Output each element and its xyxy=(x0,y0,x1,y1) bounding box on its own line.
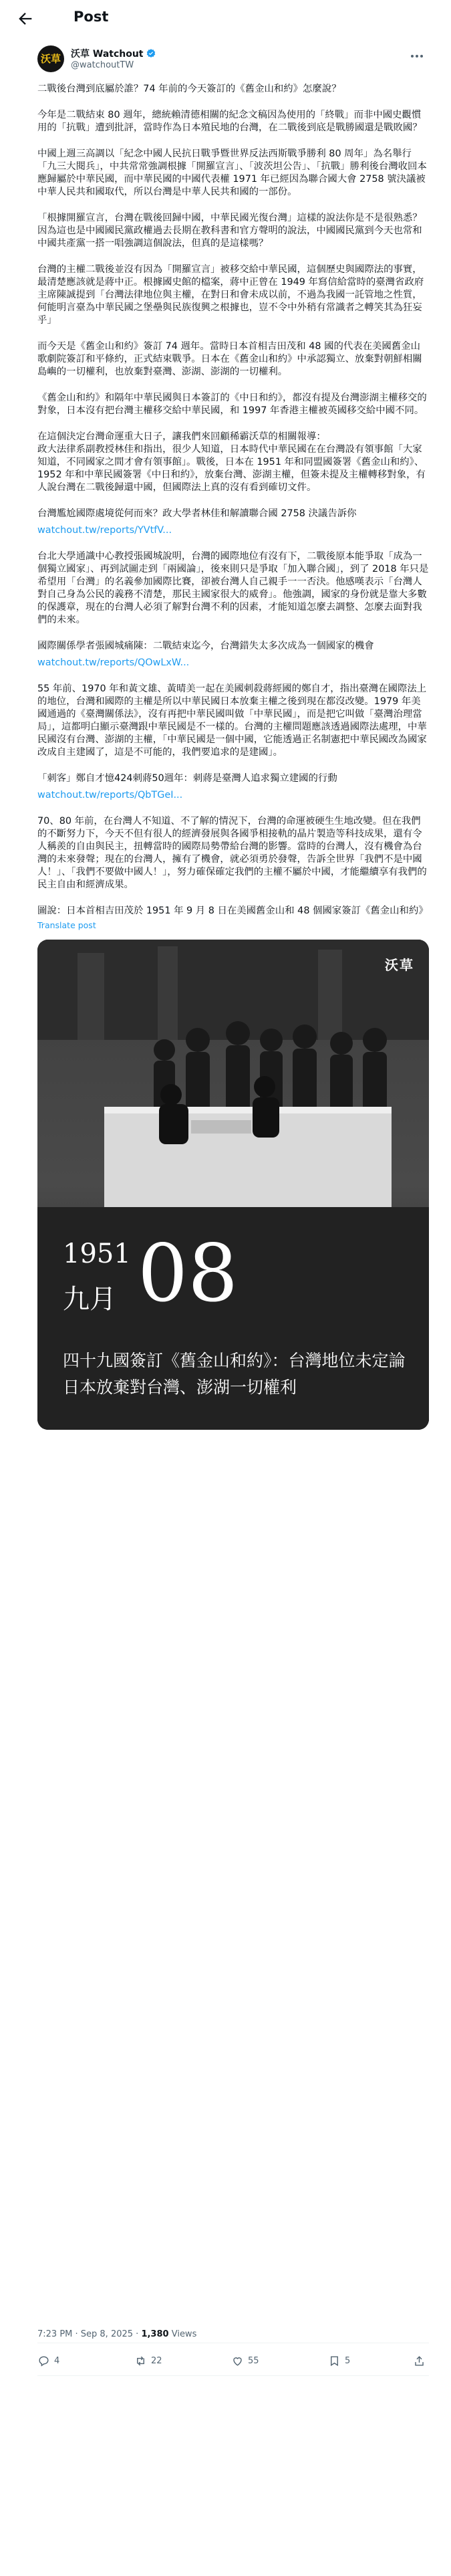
image-subheadline: 日本放棄對台灣、澎湖一切權利 xyxy=(63,1378,297,1397)
divider xyxy=(37,2375,429,2376)
watchout-logo: 沃草 xyxy=(385,957,414,973)
post-paragraph: 而今天是《舊金山和約》簽訂 74 週年。當時日本首相吉田茂和 48 國的代表在美國舊金山歌劇院簽訂和平條約，正式結束戰爭。日本在《舊金山和約》中承認獨立、放棄對朝鮮相關島嶼的一切權利，也放棄對臺灣、澎湖、澎湖的一切權利。 xyxy=(37,341,422,377)
author-handle[interactable]: @watchoutTW xyxy=(71,60,134,70)
page-title: Post xyxy=(73,9,109,25)
report-link[interactable]: watchout.tw/reports/YVtfV... xyxy=(37,525,172,536)
image-month: 九月 xyxy=(63,1284,116,1315)
verified-badge-icon xyxy=(146,48,156,59)
translate-post-link[interactable]: Translate post xyxy=(37,920,96,930)
post-paragraph: 國際關係學者張國城痛陳：二戰結束迄今，台灣錯失太多次成為一個國家的機會 xyxy=(37,641,374,651)
post-body xyxy=(37,83,429,1430)
post-paragraph: 「刺客」鄭自才憶424刺蔣50週年：刺蔣是臺灣人追求獨立建國的行動 xyxy=(37,773,337,784)
bookmark-count: 5 xyxy=(345,2355,351,2366)
post-time[interactable]: 7:23 PM · Sep 8, 2025 xyxy=(37,2329,134,2339)
views-label: Views xyxy=(171,2329,197,2339)
top-bar xyxy=(0,0,451,39)
post-paragraph: 70、80 年前，在台灣人不知道、不了解的情況下，台灣的命運被硬生生地改變。但在我們的不斷努力下，今天不但有很人的經濟發展與各國爭相接軌的晶片製造等科技成果，還有令人稱羨的自由與民主，扭轉當時的國際局勢帶給台灣的影響。當時的台灣人，沒有機會為台灣的未來發聲；現在的台灣人，擁有了機會，就必須勇於發聲，告訴全世界「我們不是中國人！」、「我們不要做中國人！」，努力確保確定我們的主權不屬於中國，才能繼續享有我們的民主自由和經濟成果。 xyxy=(37,816,427,890)
like-button[interactable] xyxy=(231,2347,259,2374)
reply-button[interactable] xyxy=(37,2347,59,2374)
report-link[interactable]: watchout.tw/reports/QOwLxW... xyxy=(37,657,190,668)
image-caption: 圖說：日本首相吉田茂於 1951 年 9 月 8 日在美國舊金山和 48 個國家簽訂《舊金山和約》 xyxy=(37,905,428,916)
bookmark-button[interactable] xyxy=(328,2347,350,2374)
post-paragraph: 台灣尷尬國際處境從何而來？政大學者林佳和解讀聯合國 2758 決議告訴你 xyxy=(37,508,357,519)
action-bar xyxy=(37,2347,429,2374)
back-arrow-icon[interactable] xyxy=(16,9,35,28)
post-paragraph: 台灣的主權二戰後並沒有因為「開羅宣言」被移交給中華民國，這個歷史與國際法的事實，最清楚應該就是蔣中正。根據國史館的檔案，蔣中正曾在 1949 年寫信給當時的臺灣省政府主席陳誠提到「台灣法律地位與主權，在對日和會未成以前，不過為我國一託管地之性質，何能明言臺為中華民國之堡壘與民族復興之根據也，豈不令中外稍有常識者之轉笑其為狂妄乎」 xyxy=(37,264,424,326)
post-paragraph: 二戰後台灣到底屬於誰？74 年前的今天簽訂的《舊金山和約》怎麼說？ xyxy=(37,84,341,94)
post-meta: 7:23 PM · Sep 8, 2025 · 1,380 Views xyxy=(37,2329,197,2339)
post-paragraph: 今年是二戰結束 80 週年，總統賴清德相關的紀念文稿因為使用的「終戰」而非中國史觀慣用的「抗戰」遭到批評，當時作為日本殖民地的台灣，在二戰後到底是戰勝國還是戰敗國？ xyxy=(37,110,422,133)
post-paragraph: 55 年前、1970 年和黃文雄、黃晴美一起在美國刺殺蔣經國的鄭自才，指出臺灣在國際法上的地位，台灣和國際的主權是所以中華民國日本放棄主權之後到現在都沒改變。1979 年美國通過的《臺灣關係法》，沒有再把中華民國叫做「中華民國」，而是把它叫做「臺灣治理當局」，這都明白顯示臺灣跟中華民國是不一樣的。台灣的主權問題應該透過國際法處理，中華民國沒有台灣、澎湖的主權，「中華民國是一個中國，它能透過正名制憲把中華民國改為國家改成自主建國了，這是不可能的，我們要追求的是建國」。 xyxy=(37,683,427,758)
bookmark-icon xyxy=(328,2355,341,2367)
repost-button[interactable] xyxy=(134,2347,162,2374)
post-paragraph: 「根據開羅宣言，台灣在戰後回歸中國，中華民國光復台灣」這樣的說法你是不是很熟悉？因為這也是中國國民黨政權過去長期在教科書和官方聲明的說法，中國國民黨到今天也常和中國共產黨一搭一唱強調這個說法，但真的是這樣嗎？ xyxy=(37,213,422,249)
image-year: 1951 xyxy=(63,1239,131,1269)
post-paragraph: 《舊金山和約》和隔年中華民國與日本簽訂的《中日和約》，都沒有提及台灣澎湖主權移交的對象，日本沒有把台灣主權移交給中華民國，和 1997 年香港主權被英國移交給中國不同。 xyxy=(37,393,427,416)
avatar[interactable] xyxy=(37,45,64,72)
like-count: 55 xyxy=(248,2355,259,2366)
report-link[interactable]: watchout.tw/reports/QbTGeI... xyxy=(37,790,183,800)
repost-icon xyxy=(134,2355,147,2367)
author-name[interactable]: 沃草 Watchout xyxy=(71,47,156,60)
share-button[interactable] xyxy=(413,2347,430,2374)
post-paragraph: 台北大學通識中心教授張國城說明，台灣的國際地位有沒有下，二戰後原本能爭取「成為一個獨立國家」、再到試圖走到「兩國論」，後來則只是爭取「加入聯合國」，到了 2018 年只是希望用「台灣」的名義參加國際比賽，卻被台灣人自己親手一一否決。他感嘆表示「台灣人對自己身為公民的義務不清楚，那民主國家很大的威脅」。他強調，國家的身份就是靠大多數的保護章，現在的台灣人必須了解對台灣不利的因素，才能知道怎麼去調整、怎麼去面對我們的未來。 xyxy=(37,551,429,625)
views-count: 1,380 xyxy=(141,2329,169,2339)
reply-count: 4 xyxy=(54,2355,60,2366)
avatar-logo-text: 沃草 xyxy=(40,53,61,65)
post-paragraph: 中國上週三高調以「紀念中國人民抗日戰爭暨世界反法西斯戰爭勝利 80 周年」為名舉行「九三大閱兵」，中共常常強調根據「開羅宣言」、「波茨坦公告」、「抗戰」勝利後台灣收回本應歸屬於中華民國，而中華民國的中國代表權 1971 年已經因為聯合國大會 2758 號決議被中華人民共和國取代，所以台灣是中華人民共和國的一部份。 xyxy=(37,148,427,197)
heart-icon xyxy=(231,2355,244,2367)
share-icon xyxy=(413,2355,426,2367)
repost-count: 22 xyxy=(151,2355,162,2366)
post-image[interactable] xyxy=(37,940,429,1430)
more-options-icon[interactable] xyxy=(409,48,425,64)
post-paragraph: 在這個決定台灣命運重大日子，讓我們來回顧稀霸沃草的相關報導： 政大法律系副教授林佳和指出，很少人知道，日本時代中華民國在在台灣設有領事館「大家知道，不同國家之間才會有領事館」。戰後，日本在 1951 年和同盟國簽署《舊金山和約》、1952 年和中華民國簽署《中日和約》，放棄台灣、澎湖主權，但簽未提及主權轉移對象，有人說台灣在二戰後歸還中國，但國際法上真的沒有看到確切文件。 xyxy=(37,431,426,493)
reply-icon xyxy=(37,2355,50,2367)
image-day: 08 xyxy=(138,1227,239,1319)
image-headline: 四十九國簽訂《舊金山和約》：台灣地位未定論 xyxy=(63,1351,406,1370)
